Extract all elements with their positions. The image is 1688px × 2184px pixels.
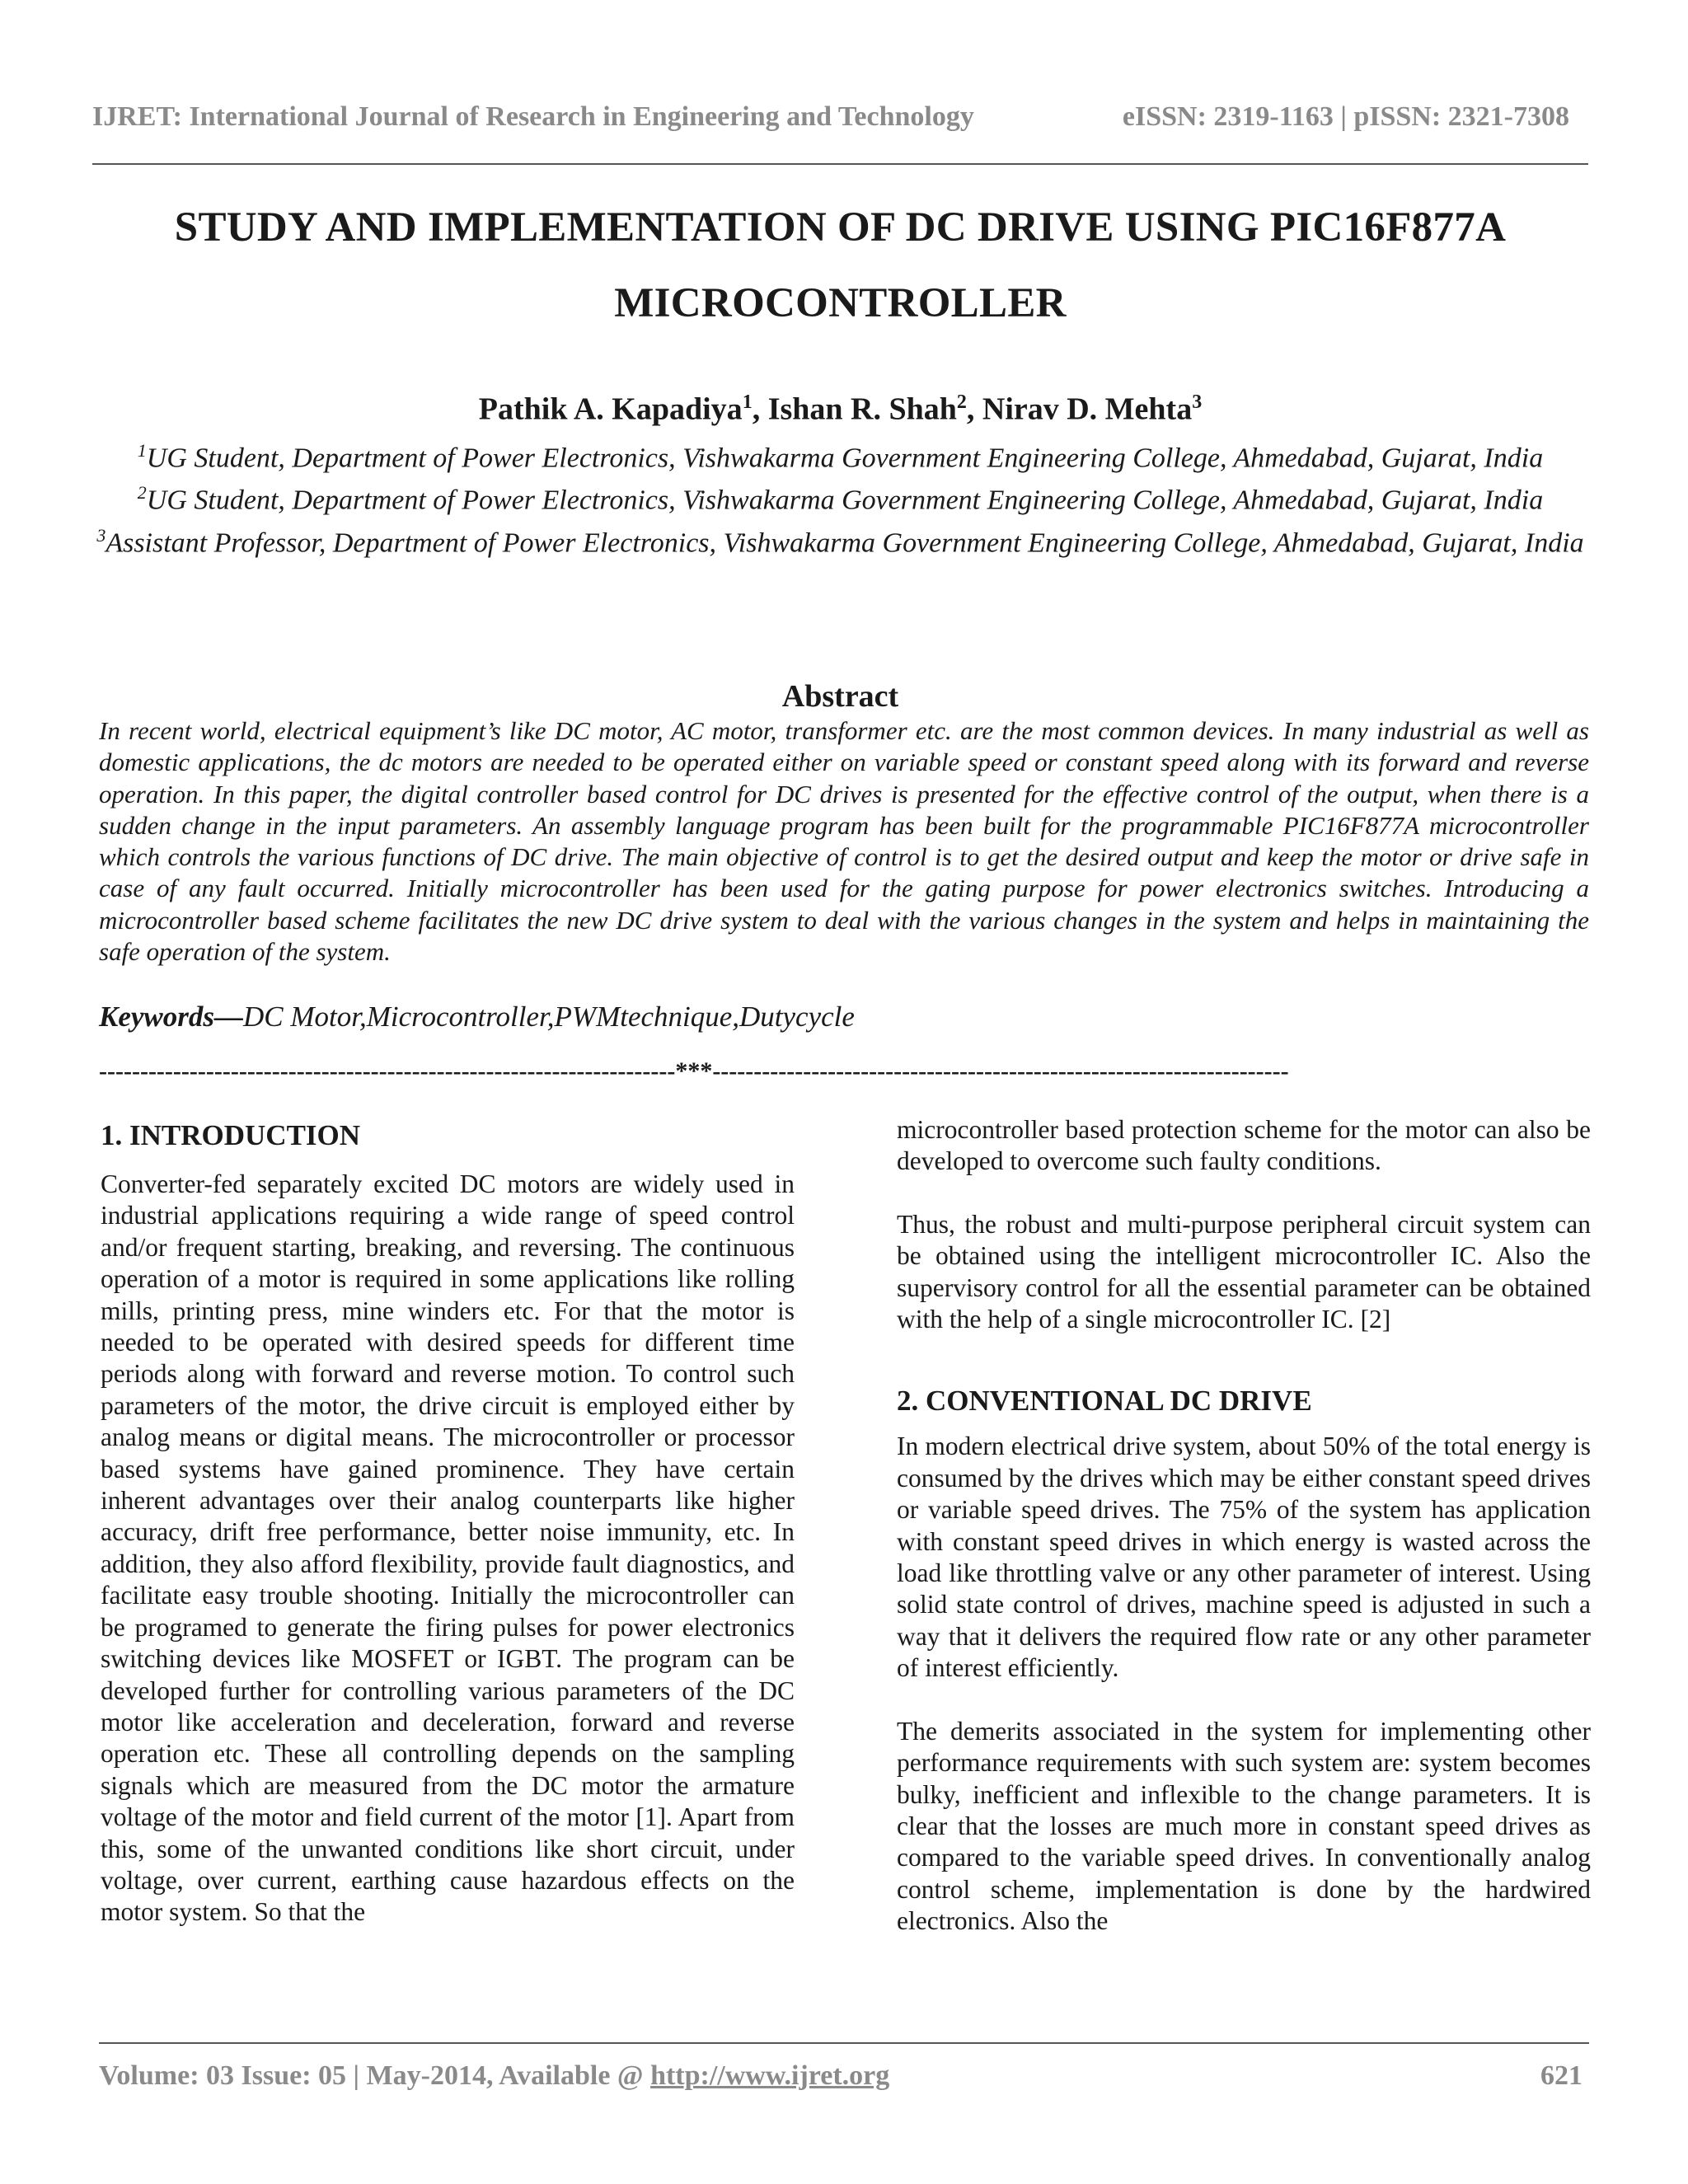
author-name: Nirav D. Mehta [982,391,1193,427]
affiliation [92,476,1588,518]
header-rule [92,163,1588,165]
affiliation-sup: 2 [137,482,147,504]
introduction-paragraph: Thus, the robust and multi-purpose peripheral circuit system can be obtained using the intelligent microcontroller IC. Also the supervisory control for all the essential parameter can be obtained with the help of a single microcontroller IC. [2] [897,1209,1591,1334]
author-separator: , [966,391,982,427]
affiliation-sup: 3 [96,524,106,546]
author-sup: 1 [742,391,753,413]
affiliations [92,434,1588,560]
page-footer [99,2055,1589,2097]
introduction-paragraph-continued: microcontroller based protection scheme for the motor can also be developed to overcome such faulty conditions. [897,1115,1591,1176]
introduction-paragraph: Converter-fed separately excited DC motors are widely used in industrial applications requiring a wide range of speed control and/or frequent starting, breaking, and reversing. The continuous operation of a motor is required in some applications like rolling mills, printing press, mine winders etc. For that the motor is needed to be operated with desired speeds for different time periods along with forward and reverse motion. To control such parameters of the motor, the drive circuit is employed either by analog means or digital means. The microcontroller or processor based systems have gained prominence. They have certain inherent advantages over their analog counterparts like higher accuracy, drift free performance, better noise immunity, etc. In addition, they also afford flexibility, provide fault diagnostics, and facilitate easy trouble shooting. Initially the microcontroller can be programed to generate the firing pulses for power electronics switching devices like MOSFET or IGBT. The program can be developed further for controlling various parameters of the DC motor like acceleration and deceleration, forward and reverse operation etc. These all controlling depends on the sampling signals which are measured from the DC motor the armature voltage of the motor and field current of the motor [1]. Apart from this, some of the unwanted conditions like short circuit, under voltage, over current, earthing cause hazardous effects on the motor system. So that the [101,1169,795,1927]
affiliation-sup: 1 [137,440,147,461]
conventional-dc-drive-heading: 2. CONVENTIONAL DC DRIVE [897,1385,1312,1418]
paragraph-gap [897,1335,1591,1366]
keywords [99,999,1589,1035]
affiliation [92,434,1588,476]
author-name: Pathik A. Kapadiya [478,391,743,427]
conventional-dc-drive-paragraph: The demerits associated in the system for implementing other performance requirements with such system are: system becomes bulky, inefficient and inflexible to the change parameters. It is clear that the losses are much more in constant speed drives as compared to the variable speed drives. In conventionally analog control scheme, implementation is done by the hardwired electronics. Also the [897,1716,1591,1936]
paragraph-gap [897,1685,1591,1716]
abstract-text: In recent world, electrical equipment’s like DC motor, AC motor, transformer etc. are the most common devices. In many industrial as well as domestic applications, the dc motors are needed to be operated either on variable speed or constant speed along with its forward and reverse operation. In this paper, the digital controller based control for DC drives is presented for the effective control of the output, when there is a sudden change in the input parameters. An assembly language program has been built for the programmable PIC16F877A microcontroller which controls the various functions of DC drive. The main objective of control is to get the desired output and keep the motor or drive safe in case of any fault occurred. Initially microcontroller has been used for the gating purpose for power electronics switches. Introducing a microcontroller based scheme facilitates the new DC drive system to deal with the various changes in the system and helps in maintaining the safe operation of the system. [99,716,1589,967]
keywords-label: Keywords— [99,1001,243,1033]
author-sup: 2 [956,391,967,413]
page-number: 621 [1540,2060,1582,2091]
section-separator: ----------------------------------------------------------------------***---------------------------------------------------------------------- [99,1057,1289,1085]
affiliation-text: UG Student, Department of Power Electronics, Vishwakarma Government Engineering College, Ahmedabad, Gujarat, India [146,485,1544,516]
running-header [92,97,1576,137]
paragraph-gap [897,1178,1591,1209]
keywords-text: DC Motor,Microcontroller,PWMtechnique,Dutycycle [243,1001,855,1033]
title-line-1: STUDY AND IMPLEMENTATION OF DC DRIVE USING PIC16F877A [174,204,1507,251]
author-name: Ishan R. Shah [767,391,957,427]
author-sup: 3 [1192,391,1203,413]
footer-rule [99,2042,1589,2044]
right-column [897,1114,1591,1938]
conventional-dc-drive-paragraph: In modern electrical drive system, about 50% of the total energy is consumed by the drives which may be either constant speed drives or variable speed drives. The 75% of the system has application with constant speed drives in which energy is wasted across the load like throttling valve or any other parameter of interest. Using solid state control of drives, machine speed is adjusted in such a way that it delivers the required flow rate or any other parameter of interest efficiently. [897,1432,1591,1683]
journal-url-link[interactable]: http://www.ijret.org [650,2060,890,2091]
affiliation-text: Assistant Professor, Department of Power Electronics, Vishwakarma Government Engineering College, Ahmedabad, Gujarat, India [106,527,1584,558]
abstract-heading: Abstract [781,679,899,714]
journal-name: IJRET: International Journal of Research in Engineering and Technology [92,101,974,132]
volume-info: Volume: 03 Issue: 05 | May-2014, Available @ [99,2060,651,2091]
author-list [92,377,1588,434]
footer-citation [99,2060,889,2092]
author-separator: , [752,391,768,427]
affiliation [92,518,1588,560]
introduction-heading: 1. INTRODUCTION [101,1119,361,1151]
paper-title [92,190,1588,341]
affiliation-text: UG Student, Department of Power Electronics, Vishwakarma Government Engineering College, Ahmedabad, Gujarat, India [146,443,1544,474]
issn-numbers: eISSN: 2319-1163 | pISSN: 2321-7308 [1122,101,1569,132]
left-column [101,1114,795,1929]
title-line-2: MICROCONTROLLER [614,280,1067,326]
